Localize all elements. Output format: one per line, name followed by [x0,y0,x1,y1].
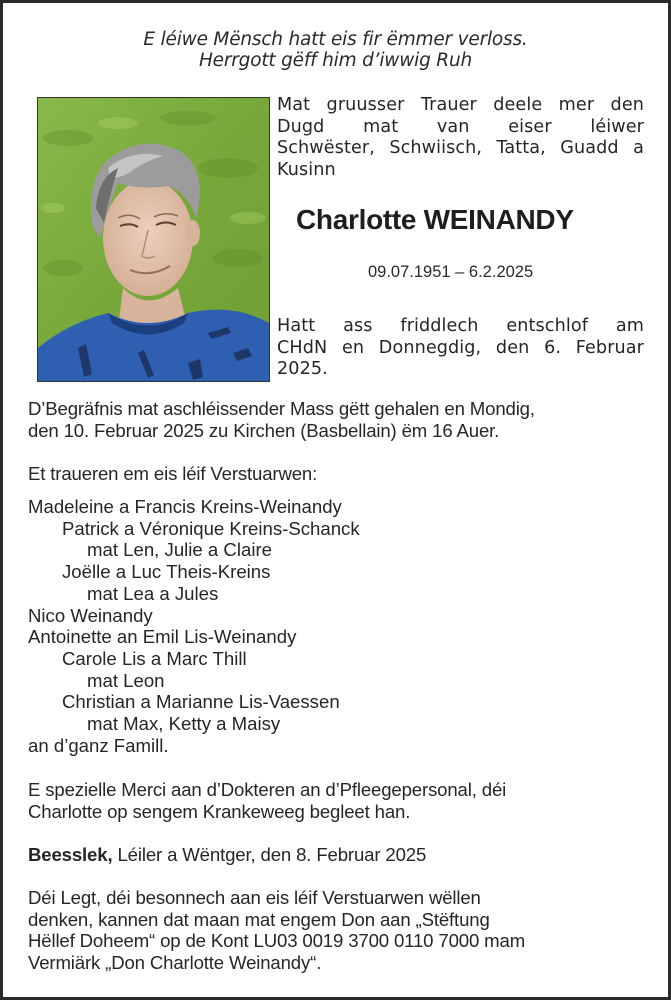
passing-line: 2025. [277,359,328,380]
passing-line: CHdN en Donnegdig, den 6. Februar [277,337,644,358]
mourner-line: an d’ganz Famill. [28,734,169,756]
place-date [28,844,658,866]
passing-line: Hatt ass friddlech entschlof am [277,316,644,336]
mourners-heading: Et traueren em eis léif Verstuarwen: [28,463,318,484]
portrait-photo [37,97,270,382]
intro-text [277,95,644,182]
funeral-text [28,398,658,441]
life-dates: 09.07.1951 – 6.2.2025 [368,263,534,281]
thanks-text [28,779,658,822]
donation-line: Déi Legt, déi besonnech aan eis léif Verstuarwen wëllen [28,887,481,908]
mourner-line: Joëlle a Luc Theis-Kreins [62,561,271,583]
mourner-line: mat Lea a Jules [87,582,219,604]
donation-line: Hëllef Doheem“ op de Kont LU03 0019 3700 0110 7000 mam [28,930,526,952]
mourner-line: Madeleine a Francis Kreins-Weinandy [28,496,342,517]
donation-line: Vermiärk „Don Charlotte Weinandy“. [28,952,322,974]
mourner-line: mat Leon [87,669,165,691]
passing-text [277,316,644,381]
obituary-page [3,3,668,997]
donation-line: denken, kannen dat maan mat engem Don aan „Stëftung [28,908,490,930]
deceased-name: Charlotte WEINANDY [296,204,574,235]
place-name: Beesslek, [28,844,113,865]
intro-line: Dugd mat van eiser léiwer [277,116,644,137]
intro-line: Kusinn [277,160,336,181]
donation-text [28,887,658,974]
intro-line: Mat gruusser Trauer deele mer den [277,95,644,115]
mourner-line: mat Max, Ketty a Maisy [87,713,281,735]
funeral-line: den 10. Februar 2025 zu Kirchen (Basbellain) ëm 16 Auer. [28,419,500,441]
mourner-line: Nico Weinandy [28,604,153,626]
mourners-list [28,496,360,756]
thanks-line: Charlotte op sengem Krankeweeg begleet han. [28,800,411,822]
funeral-line: D’Begräfnis mat aschléissender Mass gëtt gehalen en Mondig, [28,398,535,419]
mourner-line: Carole Lis a Marc Thill [62,647,247,669]
mourner-line: mat Len, Julie a Claire [87,539,272,561]
mourner-line: Christian a Marianne Lis-Vaessen [62,691,340,713]
motto-line-2: Herrgott gëff him d’iwwig Ruh [198,50,473,71]
mourner-line: Antoinette an Emil Lis-Weinandy [28,626,297,648]
place-date-rest: Léiler a Wëntger, den 8. Februar 2025 [112,844,427,865]
thanks-line: E spezielle Merci aan d’Dokteren an d’Pfleegepersonal, déi [28,779,507,800]
motto-line-1: E léiwe Mënsch hatt eis fir ëmmer verloss. [143,29,528,50]
portrait-illustration [38,98,269,381]
intro-line: Schwëster, Schwiisch, Tatta, Guadd a [277,138,644,159]
mourner-line: Patrick a Véronique Kreins-Schanck [62,517,360,539]
